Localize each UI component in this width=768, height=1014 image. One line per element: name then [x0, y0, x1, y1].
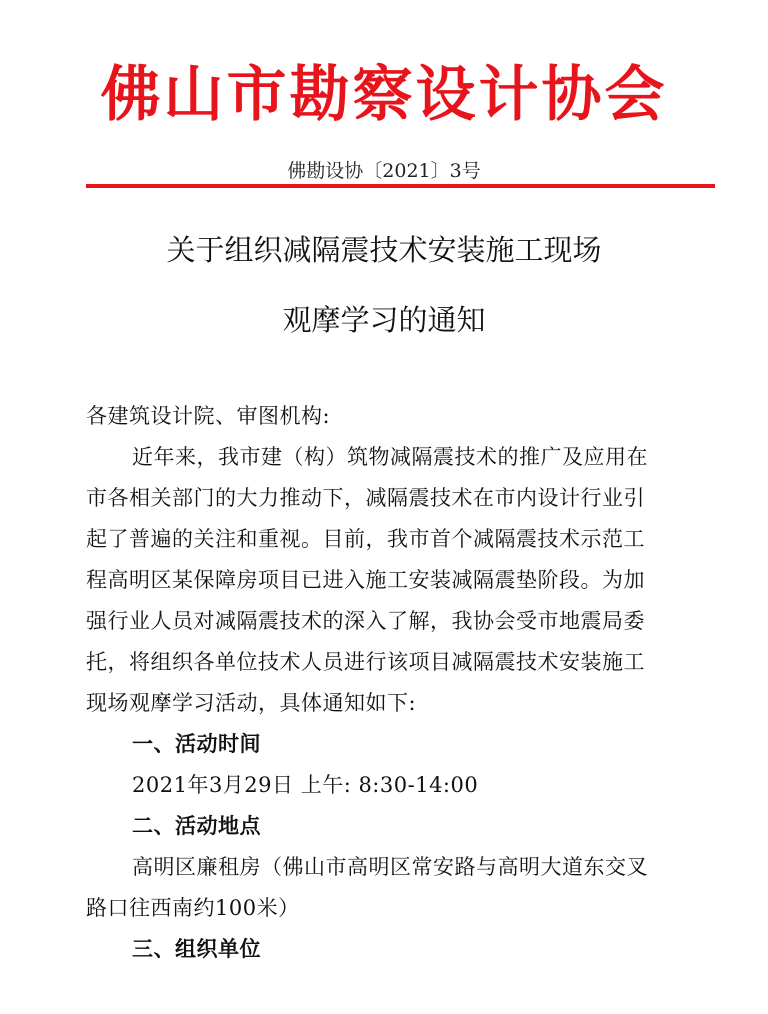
org-name-heading: 佛山市勘察设计协会 — [100, 60, 668, 130]
notice-body — [86, 396, 686, 970]
intro-line: 起了普遍的关注和重视。目前，我市首个减隔震技术示范工 — [86, 527, 645, 551]
salutation: 各建筑设计院、审图机构: — [86, 404, 331, 428]
intro-line: 程高明区某保障房项目已进入施工安装减隔震垫阶段。为加 — [86, 568, 645, 592]
intro-line: 托，将组织各单位技术人员进行该项目减隔震技术安装施工 — [86, 650, 645, 674]
notice-title-line-2: 观摩学习的通知 — [282, 303, 486, 337]
section-content-location: 路口往西南约100米） — [86, 896, 300, 920]
section-heading-location: 二、活动地点 — [132, 814, 261, 838]
red-divider-line — [86, 184, 715, 188]
section-content-time: 2021年3月29日 上午: 8:30-14:00 — [132, 773, 479, 797]
intro-line: 市各相关部门的大力推动下，减隔震技术在市内设计行业引 — [86, 486, 645, 510]
intro-line: 近年来，我市建（构）筑物减隔震技术的推广及应用在 — [132, 445, 648, 469]
section-content-location: 高明区廉租房（佛山市高明区常安路与高明大道东交叉 — [132, 855, 648, 879]
document-number: 佛勘设协〔2021〕3号 — [287, 160, 481, 182]
section-heading-organizer: 三、组织单位 — [132, 937, 261, 961]
section-heading-time: 一、活动时间 — [132, 732, 261, 756]
notice-title-line-1: 关于组织减隔震技术安装施工现场 — [166, 233, 602, 267]
intro-line: 现场观摩学习活动，具体通知如下: — [86, 691, 417, 715]
intro-line: 强行业人员对减隔震技术的深入了解，我协会受市地震局委 — [86, 609, 645, 633]
